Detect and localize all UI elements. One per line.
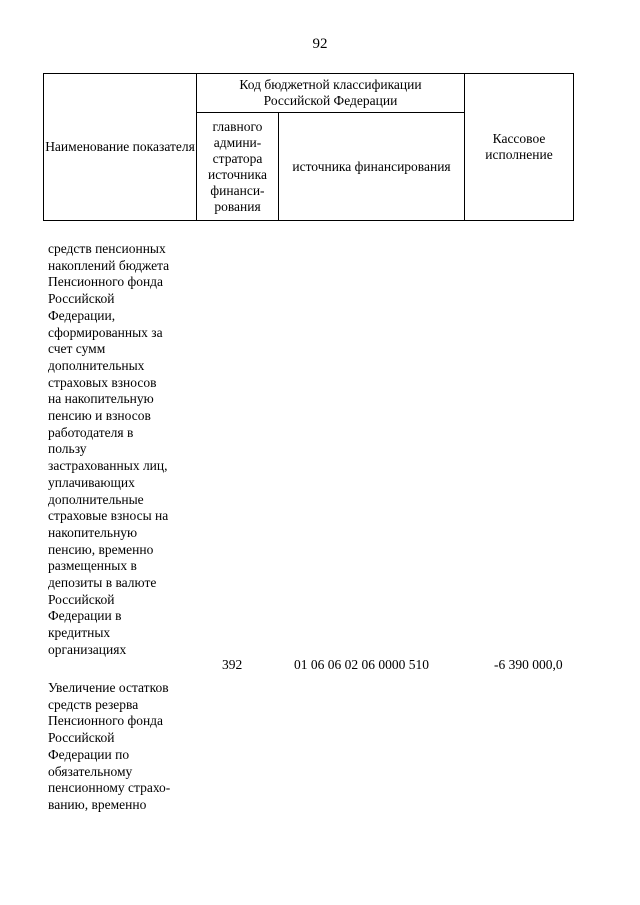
row-name-line: кредитных	[48, 625, 111, 641]
row-name-line: пользу	[48, 441, 87, 457]
row-name-line: Увеличение остатков	[48, 680, 169, 695]
row-name-line: средств резерва	[48, 696, 139, 712]
row-name-line: уплачивающих	[48, 474, 135, 490]
amount-cell: -6 390 000,0	[494, 657, 563, 672]
row-name-line: обязательному	[48, 763, 133, 779]
row-name-line: организациях	[48, 641, 127, 657]
row-name-line: Российской	[48, 730, 115, 746]
row-name-line: размещенных в	[48, 558, 137, 574]
row-name-line: Российской	[48, 591, 115, 607]
row-name-line: депозиты в валюте	[48, 575, 157, 591]
header-amount-column: Кассовое исполнение	[485, 131, 553, 162]
admin-code-cell: 392	[222, 657, 243, 672]
row-name-line: счет сумм	[48, 341, 106, 357]
row-name-line: дополнительных	[48, 357, 145, 373]
row-name-line: пенсию, временно	[48, 541, 154, 557]
header-source-code-column: источника финансирования	[292, 158, 451, 174]
row-name-line: Пенсионного фонда	[48, 713, 164, 729]
header-admin-code-column: главного админи-стратора источника финанси-рования	[208, 118, 267, 214]
row-name-line: ванию, временно	[48, 796, 147, 812]
row-name-line: сформированных за	[48, 324, 163, 340]
page-number: 92	[312, 36, 328, 52]
row-name-line: страховых взносов	[48, 374, 157, 390]
row-name-line: пенсию и взносов	[48, 408, 151, 424]
header-budget-code-group: Код бюджетной классификации Российской Федерации	[239, 77, 422, 108]
row-name-line: застрахованных лиц,	[48, 458, 168, 474]
row-name-line: Федерации по	[48, 746, 130, 762]
row-name	[48, 241, 198, 659]
row-name-line: Федерации,	[48, 307, 116, 323]
row-name-line: пенсионному страхо-	[48, 780, 171, 796]
row-name-line: Российской	[48, 291, 115, 307]
row-name-line: накопительную	[48, 524, 138, 540]
row-name-line: дополнительные	[48, 491, 144, 507]
row-name-line: Пенсионного фонда	[48, 274, 164, 290]
row-name-line: накоплений бюджета	[48, 257, 170, 273]
row-name-line: средств пенсионных	[48, 241, 166, 256]
row-name-line: страховые взносы на	[48, 508, 169, 524]
table-header	[43, 73, 574, 221]
row-name-line: на накопительную	[48, 391, 154, 407]
row-name-line: работодателя в	[48, 424, 134, 440]
row-name	[48, 680, 198, 814]
source-code-cell: 01 06 06 02 06 0000 510	[294, 657, 429, 672]
row-name-line: Федерации в	[48, 608, 122, 624]
header-name-column: Наименование показателя	[45, 139, 195, 154]
